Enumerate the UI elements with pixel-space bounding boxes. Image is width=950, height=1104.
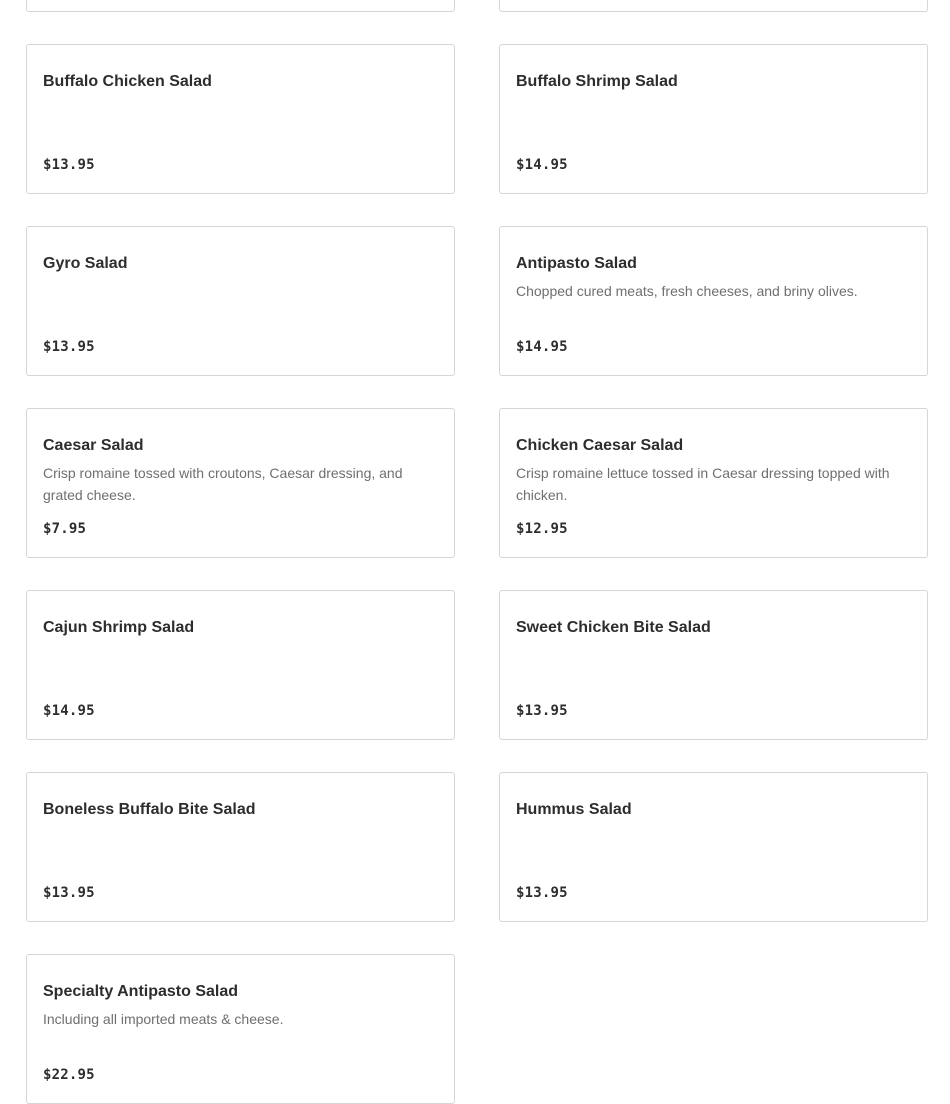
menu-item-price: $13.95 <box>43 885 95 901</box>
menu-item-card[interactable] <box>26 408 455 558</box>
menu-item-price: $7.95 <box>43 521 87 537</box>
menu-item-name: Buffalo Chicken Salad <box>43 73 212 90</box>
menu-item-price: $22.95 <box>43 1067 95 1083</box>
menu-item-name: Buffalo Shrimp Salad <box>516 73 678 90</box>
menu-items-grid <box>26 0 928 1104</box>
menu-item-name: Caesar Salad <box>43 437 144 454</box>
menu-item-price: $13.95 <box>516 885 568 901</box>
menu-item-description: Including all imported meats & cheese. <box>43 1011 284 1027</box>
menu-item-card[interactable] <box>499 590 928 740</box>
menu-item-price: $14.95 <box>516 339 568 355</box>
menu-item-name: Boneless Buffalo Bite Salad <box>43 801 256 818</box>
menu-item-name: Antipasto Salad <box>516 255 637 272</box>
menu-item-card[interactable] <box>26 954 455 1104</box>
menu-item-name: Sweet Chicken Bite Salad <box>516 619 711 636</box>
menu-item-card-partial[interactable] <box>26 0 455 12</box>
menu-item-price: $13.95 <box>516 703 568 719</box>
menu-item-card[interactable] <box>499 44 928 194</box>
menu-item-price: $13.95 <box>43 157 95 173</box>
menu-item-name: Hummus Salad <box>516 801 632 818</box>
menu-item-description: Crisp romaine tossed with croutons, Caesar dressing, and grated cheese. <box>43 465 403 503</box>
menu-item-price: $12.95 <box>516 521 568 537</box>
menu-item-price: $13.95 <box>43 339 95 355</box>
menu-item-description: Chopped cured meats, fresh cheeses, and briny olives. <box>516 283 858 299</box>
menu-item-name: Cajun Shrimp Salad <box>43 619 195 636</box>
menu-item-price: $14.95 <box>516 157 568 173</box>
menu-item-description: Crisp romaine lettuce tossed in Caesar dressing topped with chicken. <box>516 465 890 503</box>
menu-item-card[interactable] <box>499 408 928 558</box>
menu-item-name: Specialty Antipasto Salad <box>43 983 239 1000</box>
menu-item-card-partial[interactable] <box>499 0 928 12</box>
menu-item-card[interactable] <box>499 772 928 922</box>
menu-item-card[interactable] <box>499 226 928 376</box>
menu-item-card[interactable] <box>26 772 455 922</box>
menu-item-price: $14.95 <box>43 703 95 719</box>
menu-item-name: Gyro Salad <box>43 255 128 272</box>
menu-item-card[interactable] <box>26 44 455 194</box>
menu-item-card[interactable] <box>26 590 455 740</box>
menu-item-card[interactable] <box>26 226 455 376</box>
menu-item-name: Chicken Caesar Salad <box>516 437 684 454</box>
